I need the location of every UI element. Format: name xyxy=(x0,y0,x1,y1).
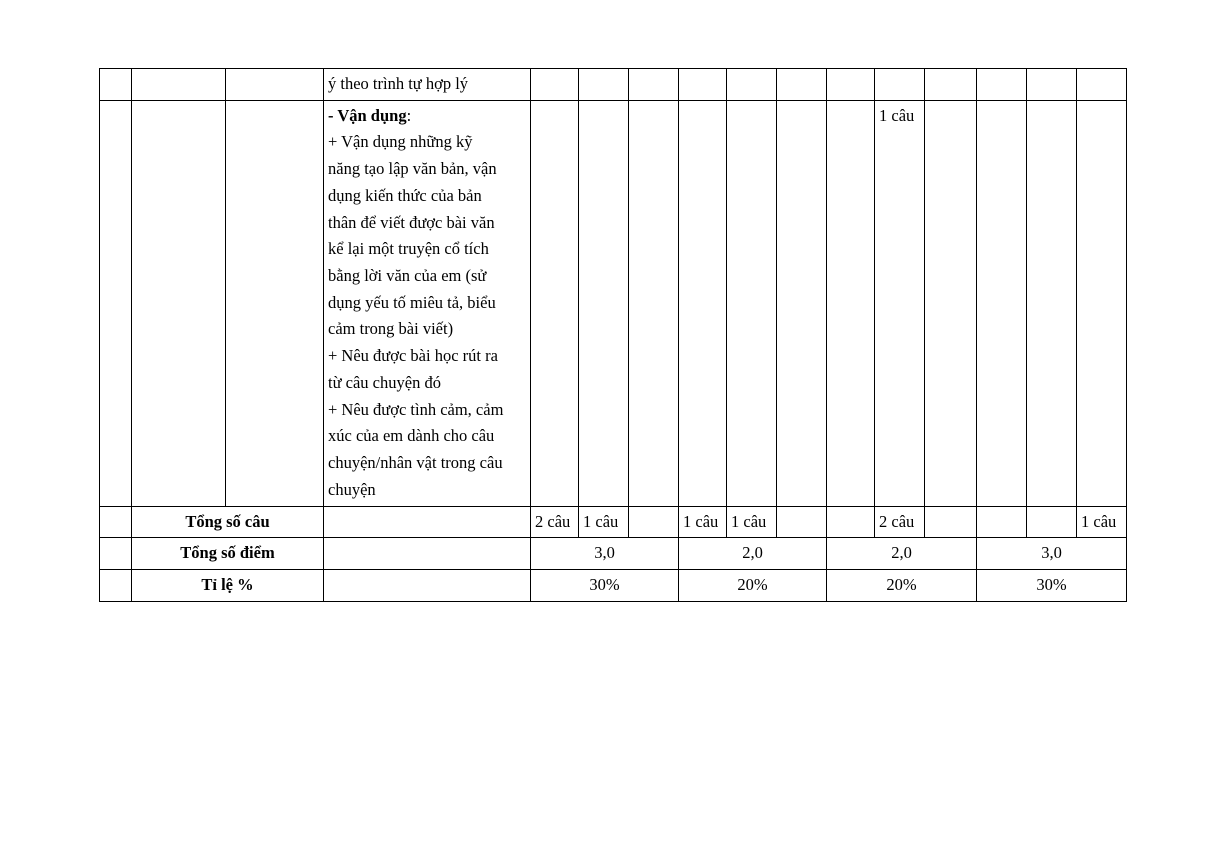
cell-r1-c11 xyxy=(875,69,925,101)
cell-r1-c15 xyxy=(1077,69,1127,101)
cell-r3-c3 xyxy=(324,506,531,538)
vandung-line-8: + Nêu được bài học rút ra xyxy=(328,346,498,366)
table-row-total-points xyxy=(100,538,1127,570)
cell-vandung-count: 1 câu xyxy=(875,100,925,506)
cell-r1-c6 xyxy=(629,69,679,101)
cell-r2-c8 xyxy=(727,100,777,506)
exam-matrix-table xyxy=(99,68,1127,602)
cell-r2-c7 xyxy=(679,100,727,506)
count-cell-11: 1 câu xyxy=(1077,506,1127,538)
count-cell-3: 1 câu xyxy=(679,506,727,538)
percent-cell-1: 20% xyxy=(679,569,827,601)
table-row-continued xyxy=(100,69,1127,101)
vandung-line-0: + Vận dụng những kỹ xyxy=(328,132,473,152)
label-percent: Tỉ lệ % xyxy=(132,569,324,601)
cell-vandung-description xyxy=(324,100,531,506)
count-cell-2 xyxy=(629,506,679,538)
cell-r2-c1 xyxy=(132,100,226,506)
cell-r1-c5 xyxy=(579,69,629,101)
percent-cell-0: 30% xyxy=(531,569,679,601)
points-cell-2: 2,0 xyxy=(827,538,977,570)
percent-cell-2: 20% xyxy=(827,569,977,601)
cell-r3-c0 xyxy=(100,506,132,538)
cell-r2-c2 xyxy=(226,100,324,506)
vandung-line-2: dụng kiến thức của bản xyxy=(328,185,482,205)
cell-r2-c6 xyxy=(629,100,679,506)
cell-r5-c3 xyxy=(324,569,531,601)
vandung-line-13: chuyện xyxy=(328,479,376,499)
cell-r2-c4 xyxy=(531,100,579,506)
cell-r1-c10 xyxy=(827,69,875,101)
cell-r2-c12 xyxy=(925,100,977,506)
cell-r2-c14 xyxy=(1027,100,1077,506)
table-row-vandung xyxy=(100,100,1127,506)
cell-r1-c0 xyxy=(100,69,132,101)
cell-r1-c8 xyxy=(727,69,777,101)
count-cell-4: 1 câu xyxy=(727,506,777,538)
vandung-line-6: dụng yếu tố miêu tả, biểu xyxy=(328,292,496,312)
count-cell-5 xyxy=(777,506,827,538)
vandung-heading xyxy=(328,103,526,130)
label-total-questions: Tổng số câu xyxy=(132,506,324,538)
points-cell-3: 3,0 xyxy=(977,538,1127,570)
vandung-line-10: + Nêu được tình cảm, cảm xyxy=(328,399,504,419)
points-cell-0: 3,0 xyxy=(531,538,679,570)
cell-r1-c7 xyxy=(679,69,727,101)
vandung-heading-bold: - Vận dụng xyxy=(328,105,407,125)
count-cell-0: 2 câu xyxy=(531,506,579,538)
vandung-line-5: bằng lời văn của em (sử xyxy=(328,266,487,286)
cell-r1-c2 xyxy=(226,69,324,101)
table-row-total-questions xyxy=(100,506,1127,538)
cell-r2-c15 xyxy=(1077,100,1127,506)
count-cell-1: 1 câu xyxy=(579,506,629,538)
vandung-line-12: chuyện/nhân vật trong câu xyxy=(328,453,503,473)
label-total-points: Tổng số điểm xyxy=(132,538,324,570)
table-row-percent xyxy=(100,569,1127,601)
vandung-line-1: năng tạo lập văn bản, vận xyxy=(328,159,497,179)
cell-r5-c0 xyxy=(100,569,132,601)
cell-r1-c1 xyxy=(132,69,226,101)
cell-continued-text: ý theo trình tự hợp lý xyxy=(324,69,531,101)
cell-r1-c9 xyxy=(777,69,827,101)
percent-cell-3: 30% xyxy=(977,569,1127,601)
vandung-line-7: cảm trong bài viết) xyxy=(328,319,454,339)
cell-r1-c12 xyxy=(925,69,977,101)
cell-r1-c4 xyxy=(531,69,579,101)
cell-r2-c13 xyxy=(977,100,1027,506)
cell-r2-c9 xyxy=(777,100,827,506)
vandung-line-3: thân để viết được bài văn xyxy=(328,212,495,232)
cell-r1-c14 xyxy=(1027,69,1077,101)
count-cell-10 xyxy=(1027,506,1077,538)
vandung-line-4: kể lại một truyện cổ tích xyxy=(328,239,489,259)
cell-r2-c10 xyxy=(827,100,875,506)
vandung-line-11: xúc của em dành cho câu xyxy=(328,426,495,446)
vandung-heading-rest: : xyxy=(406,105,412,125)
count-cell-6 xyxy=(827,506,875,538)
cell-r4-c3 xyxy=(324,538,531,570)
vandung-line-9: từ câu chuyện đó xyxy=(328,372,441,392)
cell-r4-c0 xyxy=(100,538,132,570)
cell-r2-c0 xyxy=(100,100,132,506)
count-cell-9 xyxy=(977,506,1027,538)
count-cell-8 xyxy=(925,506,977,538)
cell-r2-c5 xyxy=(579,100,629,506)
cell-r1-c13 xyxy=(977,69,1027,101)
points-cell-1: 2,0 xyxy=(679,538,827,570)
count-cell-7: 2 câu xyxy=(875,506,925,538)
